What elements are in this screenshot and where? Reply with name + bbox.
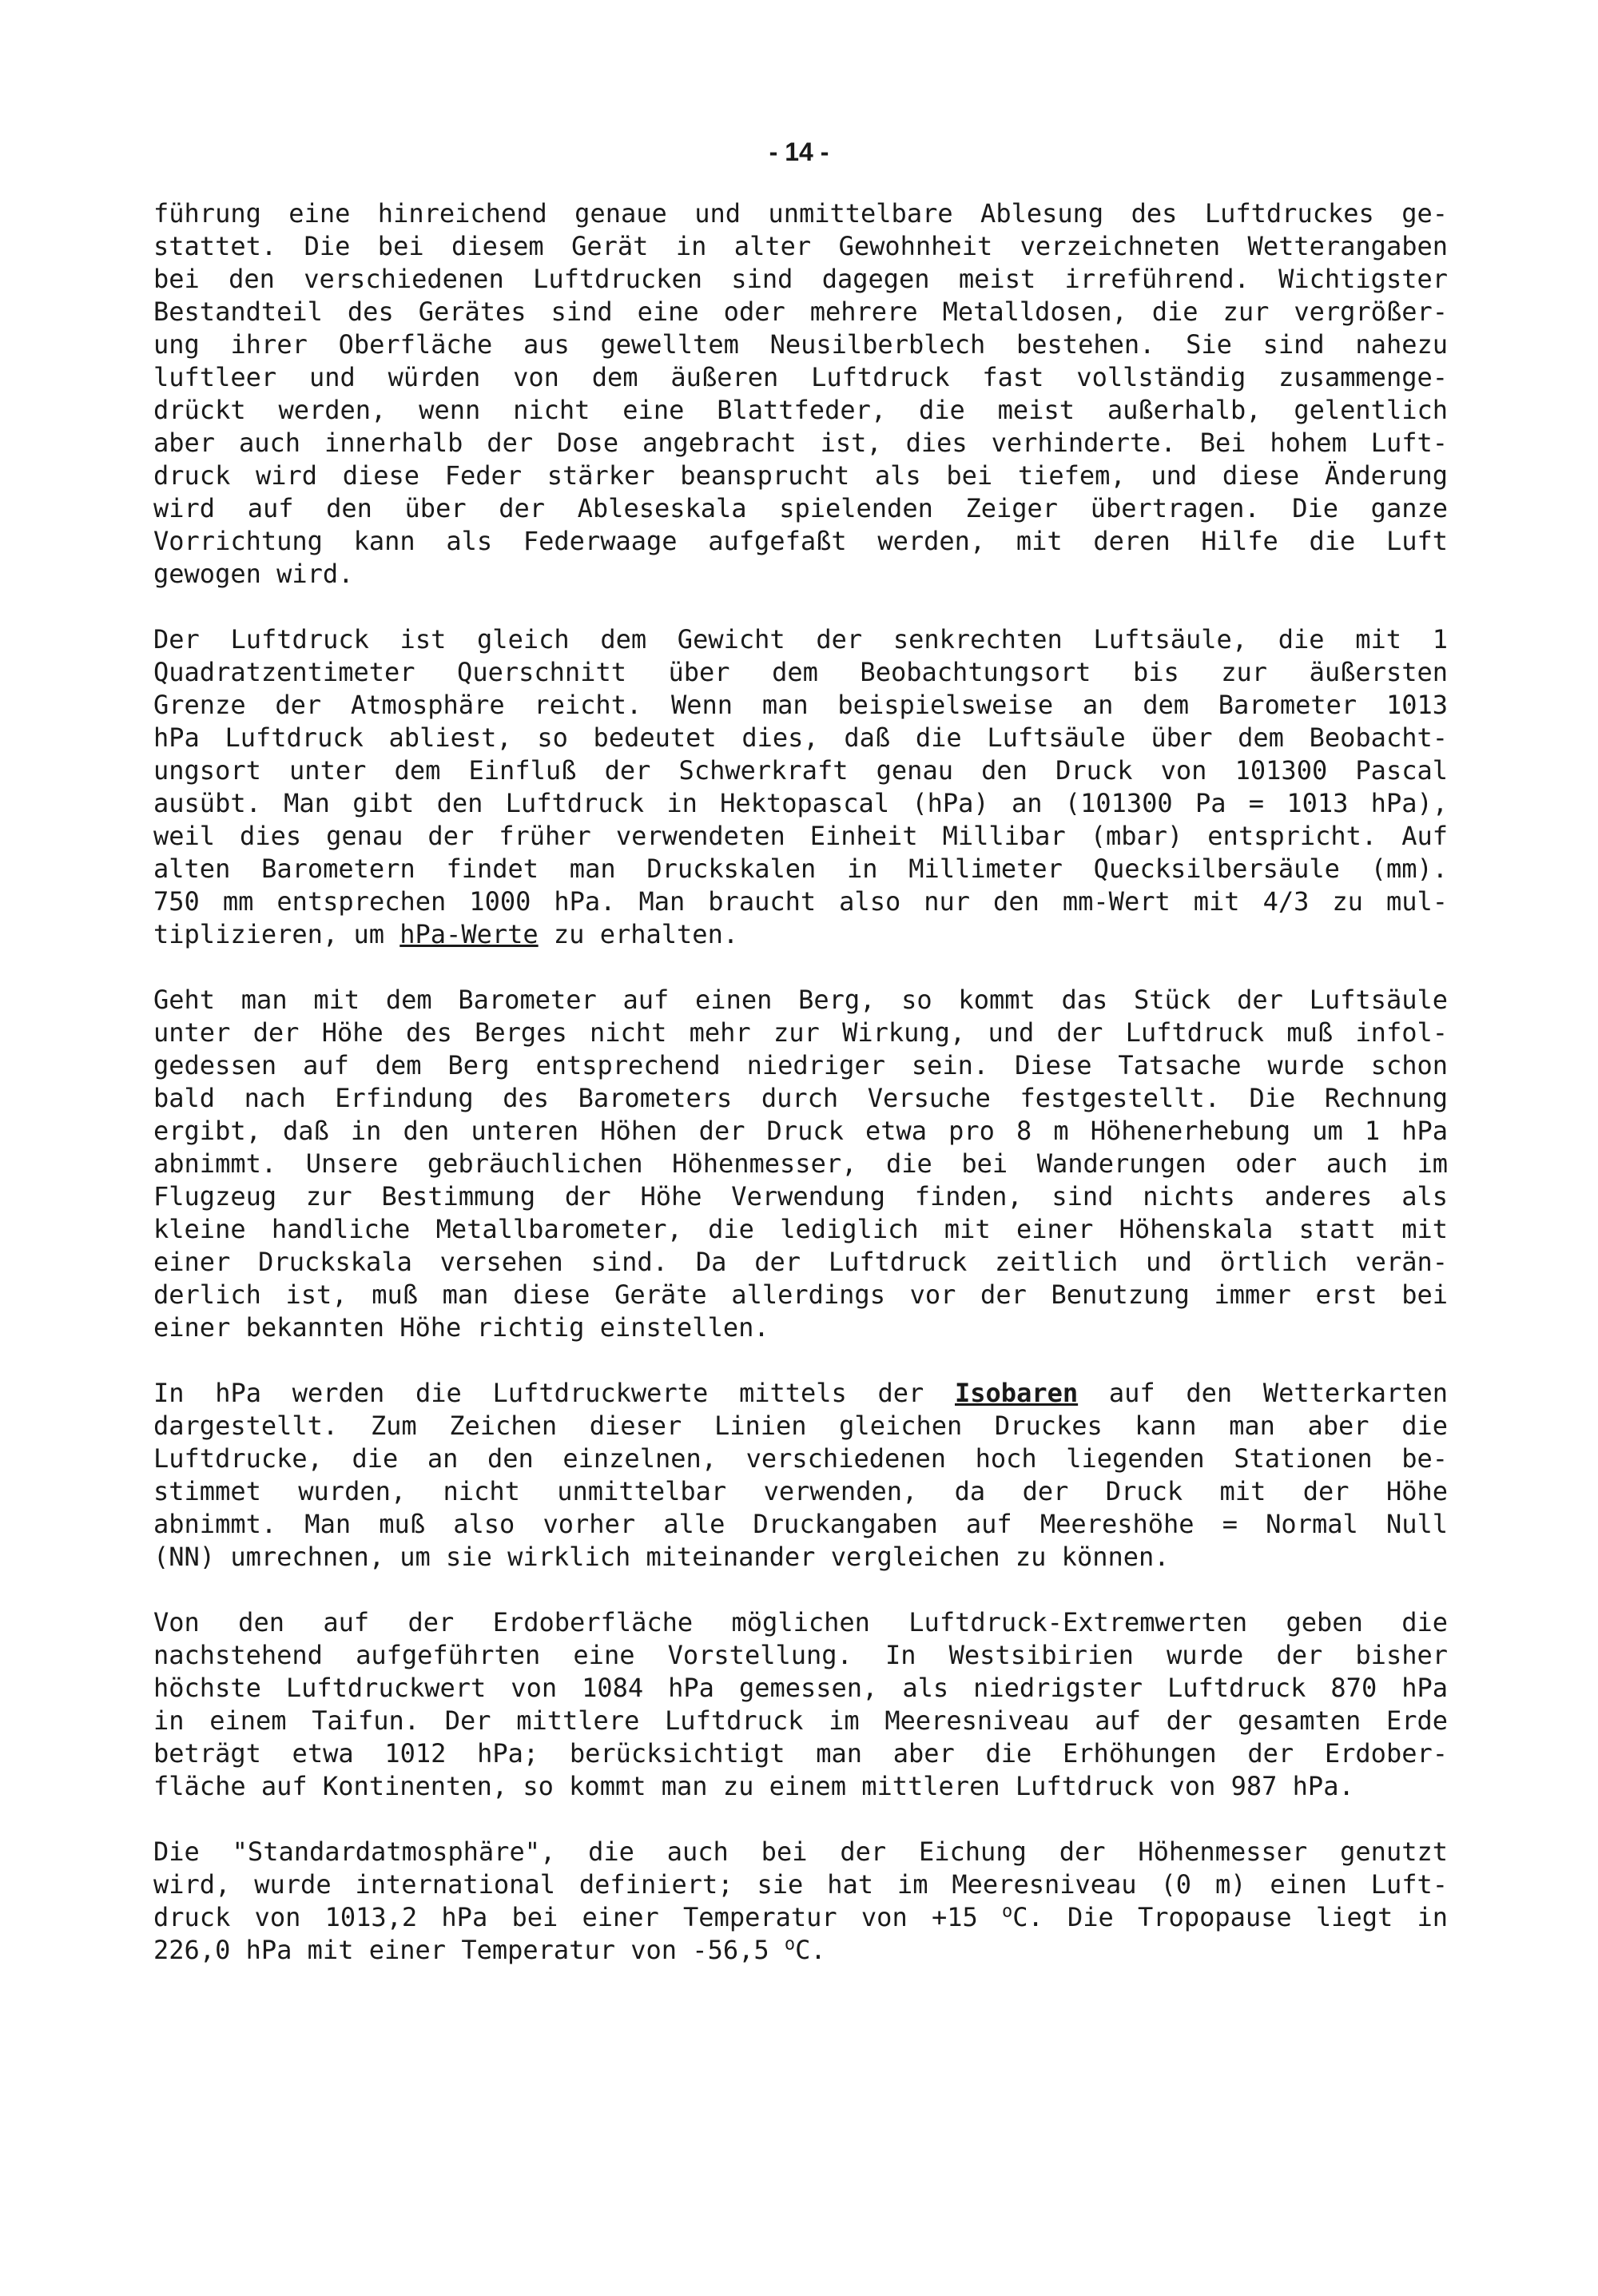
paragraph-gap (153, 591, 1448, 623)
text-line: Grenze der Atmosphäre reicht. Wenn man beispielsweise an dem Barometer 1013 (153, 690, 1448, 720)
paragraph (153, 1606, 1448, 1803)
text-line: stattet. Die bei diesem Gerät in alter Gewohnheit verzeichneten Wetterangaben (153, 231, 1448, 261)
paragraph (153, 623, 1448, 951)
text-line: Bestandteil des Gerätes sind eine oder mehrere Metalldosen, die zur vergrößer- (153, 296, 1448, 327)
text-line: gewogen wird. (153, 559, 354, 589)
text-segment: C. Die Tropopause liegt in (1012, 1902, 1449, 1932)
text-line: Quadratzentimeter Querschnitt über dem Beobachtungsort bis zur äußersten (153, 657, 1448, 687)
text-line: druck wird diese Feder stärker beansprucht als bei tiefem, und diese Änderung (153, 460, 1448, 491)
text-line (153, 1934, 1448, 1967)
text-line: einer bekannten Höhe richtig einstellen. (153, 1312, 769, 1343)
text-line: wird, wurde international definiert; sie hat im Meeresniveau (0 m) einen Luft- (153, 1869, 1448, 1900)
paragraph-gap (153, 1344, 1448, 1377)
text-line: luftleer und würden von dem äußeren Luftdruck fast vollständig zusammenge- (153, 362, 1448, 392)
text-line: wird auf den über der Ableseskala spielenden Zeiger übertragen. Die ganze (153, 493, 1448, 523)
degree-symbol: o (1001, 1901, 1013, 1922)
page-number: - 14 - (769, 137, 829, 166)
text-line: Vorrichtung kann als Federwaage aufgefaßt werden, mit deren Hilfe die Luft (153, 526, 1448, 556)
text-line: (NN) umrechnen, um sie wirklich miteinander vergleichen zu können. (153, 1542, 1170, 1572)
text-line: stimmet wurden, nicht unmittelbar verwenden, da der Druck mit der Höhe (153, 1476, 1448, 1506)
paragraph (153, 197, 1448, 591)
text-line: aber auch innerhalb der Dose angebracht ist, dies verhinderte. Bei hohem Luft- (153, 428, 1448, 458)
paragraph (153, 1836, 1448, 1967)
text-line: bei den verschiedenen Luftdrucken sind dagegen meist irreführend. Wichtigster (153, 264, 1448, 294)
text-line: derlich ist, muß man diese Geräte allerdings vor der Benutzung immer erst bei (153, 1279, 1448, 1310)
text-segment: zu erhalten. (538, 919, 739, 949)
text-line (153, 1377, 1448, 1410)
text-segment: druck von 1013,2 hPa bei einer Temperatur von +15 (153, 1902, 1002, 1932)
text-line: beträgt etwa 1012 hPa; berücksichtigt man aber die Erhöhungen der Erdober- (153, 1738, 1448, 1769)
text-line: Von den auf der Erdoberfläche möglichen Luftdruck-Extremwerten geben die (153, 1607, 1448, 1637)
text-line: drückt werden, wenn nicht eine Blattfeder, die meist außerhalb, gelentlich (153, 395, 1448, 425)
text-line: fläche auf Kontinenten, so kommt man zu einem mittleren Luftdruck von 987 hPa. (153, 1771, 1354, 1801)
text-line: bald nach Erfindung des Barometers durch Versuche festgestellt. Die Rechnung (153, 1083, 1448, 1113)
document-body (153, 197, 1448, 1967)
text-line: unter der Höhe des Berges nicht mehr zur Wirkung, und der Luftdruck muß infol- (153, 1017, 1448, 1048)
isobaren-term: Isobaren (955, 1378, 1079, 1408)
text-line: abnimmt. Unsere gebräuchlichen Höhenmesser, die bei Wanderungen oder auch im (153, 1148, 1448, 1179)
text-line: Die "Standardatmosphäre", die auch bei der Eichung der Höhenmesser genutzt (153, 1836, 1448, 1867)
text-line: weil dies genau der früher verwendeten Einheit Millibar (mbar) entspricht. Auf (153, 821, 1448, 851)
text-line (153, 918, 1448, 951)
text-segment: tiplizieren, um (153, 919, 400, 949)
text-line: Luftdrucke, die an den einzelnen, verschiedenen hoch liegenden Stationen be- (153, 1443, 1448, 1474)
text-line: gedessen auf dem Berg entsprechend niedriger sein. Diese Tatsache wurde schon (153, 1050, 1448, 1080)
text-line: ungsort unter dem Einfluß der Schwerkraft genau den Druck von 101300 Pascal (153, 755, 1448, 786)
paragraph-gap (153, 1803, 1448, 1836)
text-line: Der Luftdruck ist gleich dem Gewicht der senkrechten Luftsäule, die mit 1 (153, 624, 1448, 655)
text-line: Flugzeug zur Bestimmung der Höhe Verwendung finden, sind nichts anderes als (153, 1181, 1448, 1212)
paragraph-gap (153, 951, 1448, 984)
text-segment: In hPa werden die Luftdruckwerte mittels der (153, 1378, 955, 1408)
text-line: hPa Luftdruck abliest, so bedeutet dies, daß die Luftsäule über dem Beobacht- (153, 722, 1448, 753)
degree-symbol: o (784, 1934, 796, 1955)
text-line: Geht man mit dem Barometer auf einen Berg, so kommt das Stück der Luftsäule (153, 985, 1448, 1015)
text-line: ung ihrer Oberfläche aus gewelltem Neusilberblech bestehen. Sie sind nahezu (153, 329, 1448, 360)
text-line: dargestellt. Zum Zeichen dieser Linien gleichen Druckes kann man aber die (153, 1411, 1448, 1441)
text-segment: C. (795, 1935, 826, 1965)
text-segment: 226,0 hPa mit einer Temperatur von -56,5 (153, 1935, 785, 1965)
text-line: nachstehend aufgeführten eine Vorstellung. In Westsibirien wurde der bisher (153, 1640, 1448, 1670)
text-line: kleine handliche Metallbarometer, die lediglich mit einer Höhenskala statt mit (153, 1214, 1448, 1244)
text-line: ausübt. Man gibt den Luftdruck in Hektopascal (hPa) an (101300 Pa = 1013 hPa), (153, 788, 1448, 818)
text-line: alten Barometern findet man Druckskalen in Millimeter Quecksilbersäule (mm). (153, 854, 1448, 884)
text-line: 750 mm entsprechen 1000 hPa. Man braucht also nur den mm-Wert mit 4/3 zu mul- (153, 886, 1448, 917)
text-line: ergibt, daß in den unteren Höhen der Druck etwa pro 8 m Höhenerhebung um 1 hPa (153, 1116, 1448, 1146)
text-line: in einem Taifun. Der mittlere Luftdruck im Meeresniveau auf der gesamten Erde (153, 1705, 1448, 1736)
text-line: höchste Luftdruckwert von 1084 hPa gemessen, als niedrigster Luftdruck 870 hPa (153, 1673, 1448, 1703)
text-line: führung eine hinreichend genaue und unmittelbare Ablesung des Luftdruckes ge- (153, 198, 1448, 229)
text-segment: auf den Wetterkarten (1078, 1378, 1449, 1408)
paragraph (153, 984, 1448, 1344)
text-line: einer Druckskala versehen sind. Da der Luftdruck zeitlich und örtlich verän- (153, 1247, 1448, 1277)
underlined-term: hPa-Werte (400, 919, 539, 949)
text-line: abnimmt. Man muß also vorher alle Druckangaben auf Meereshöhe = Normal Null (153, 1509, 1448, 1539)
text-line (153, 1901, 1448, 1934)
paragraph-gap (153, 1574, 1448, 1606)
paragraph (153, 1377, 1448, 1574)
